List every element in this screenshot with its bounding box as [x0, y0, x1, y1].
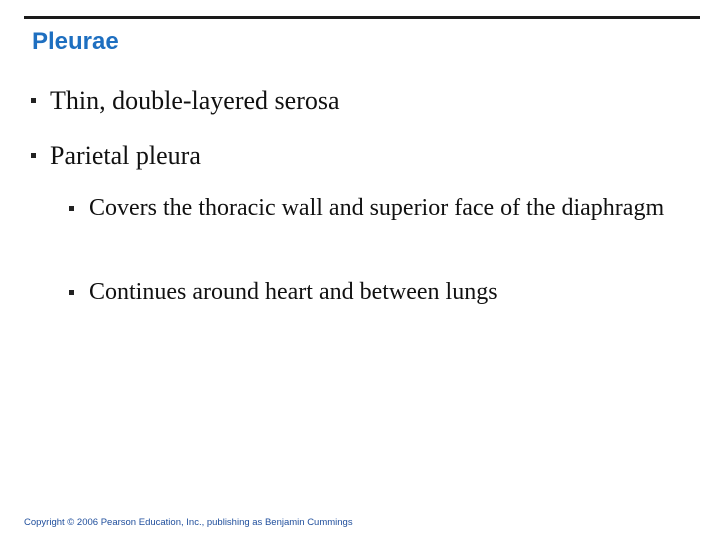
bullet-item [31, 141, 201, 171]
sub-bullet-item [69, 194, 669, 222]
slide-title: Pleurae [32, 28, 119, 55]
sub-bullet-text: Covers the thoracic wall and superior face of the diaphragm [89, 195, 665, 221]
square-bullet-icon [69, 206, 74, 211]
sub-bullet-text: Continues around heart and between lungs [89, 279, 498, 305]
bullet-text: Thin, double-layered serosa [50, 86, 340, 115]
sub-bullet-item [69, 278, 669, 306]
copyright-footer: Copyright © 2006 Pearson Education, Inc., publishing as Benjamin Cummings [24, 517, 353, 528]
square-bullet-icon [69, 290, 74, 295]
bullet-text: Parietal pleura [50, 141, 201, 170]
square-bullet-icon [31, 153, 36, 158]
top-rule-divider [24, 16, 700, 19]
square-bullet-icon [31, 98, 36, 103]
bullet-item [31, 86, 340, 116]
